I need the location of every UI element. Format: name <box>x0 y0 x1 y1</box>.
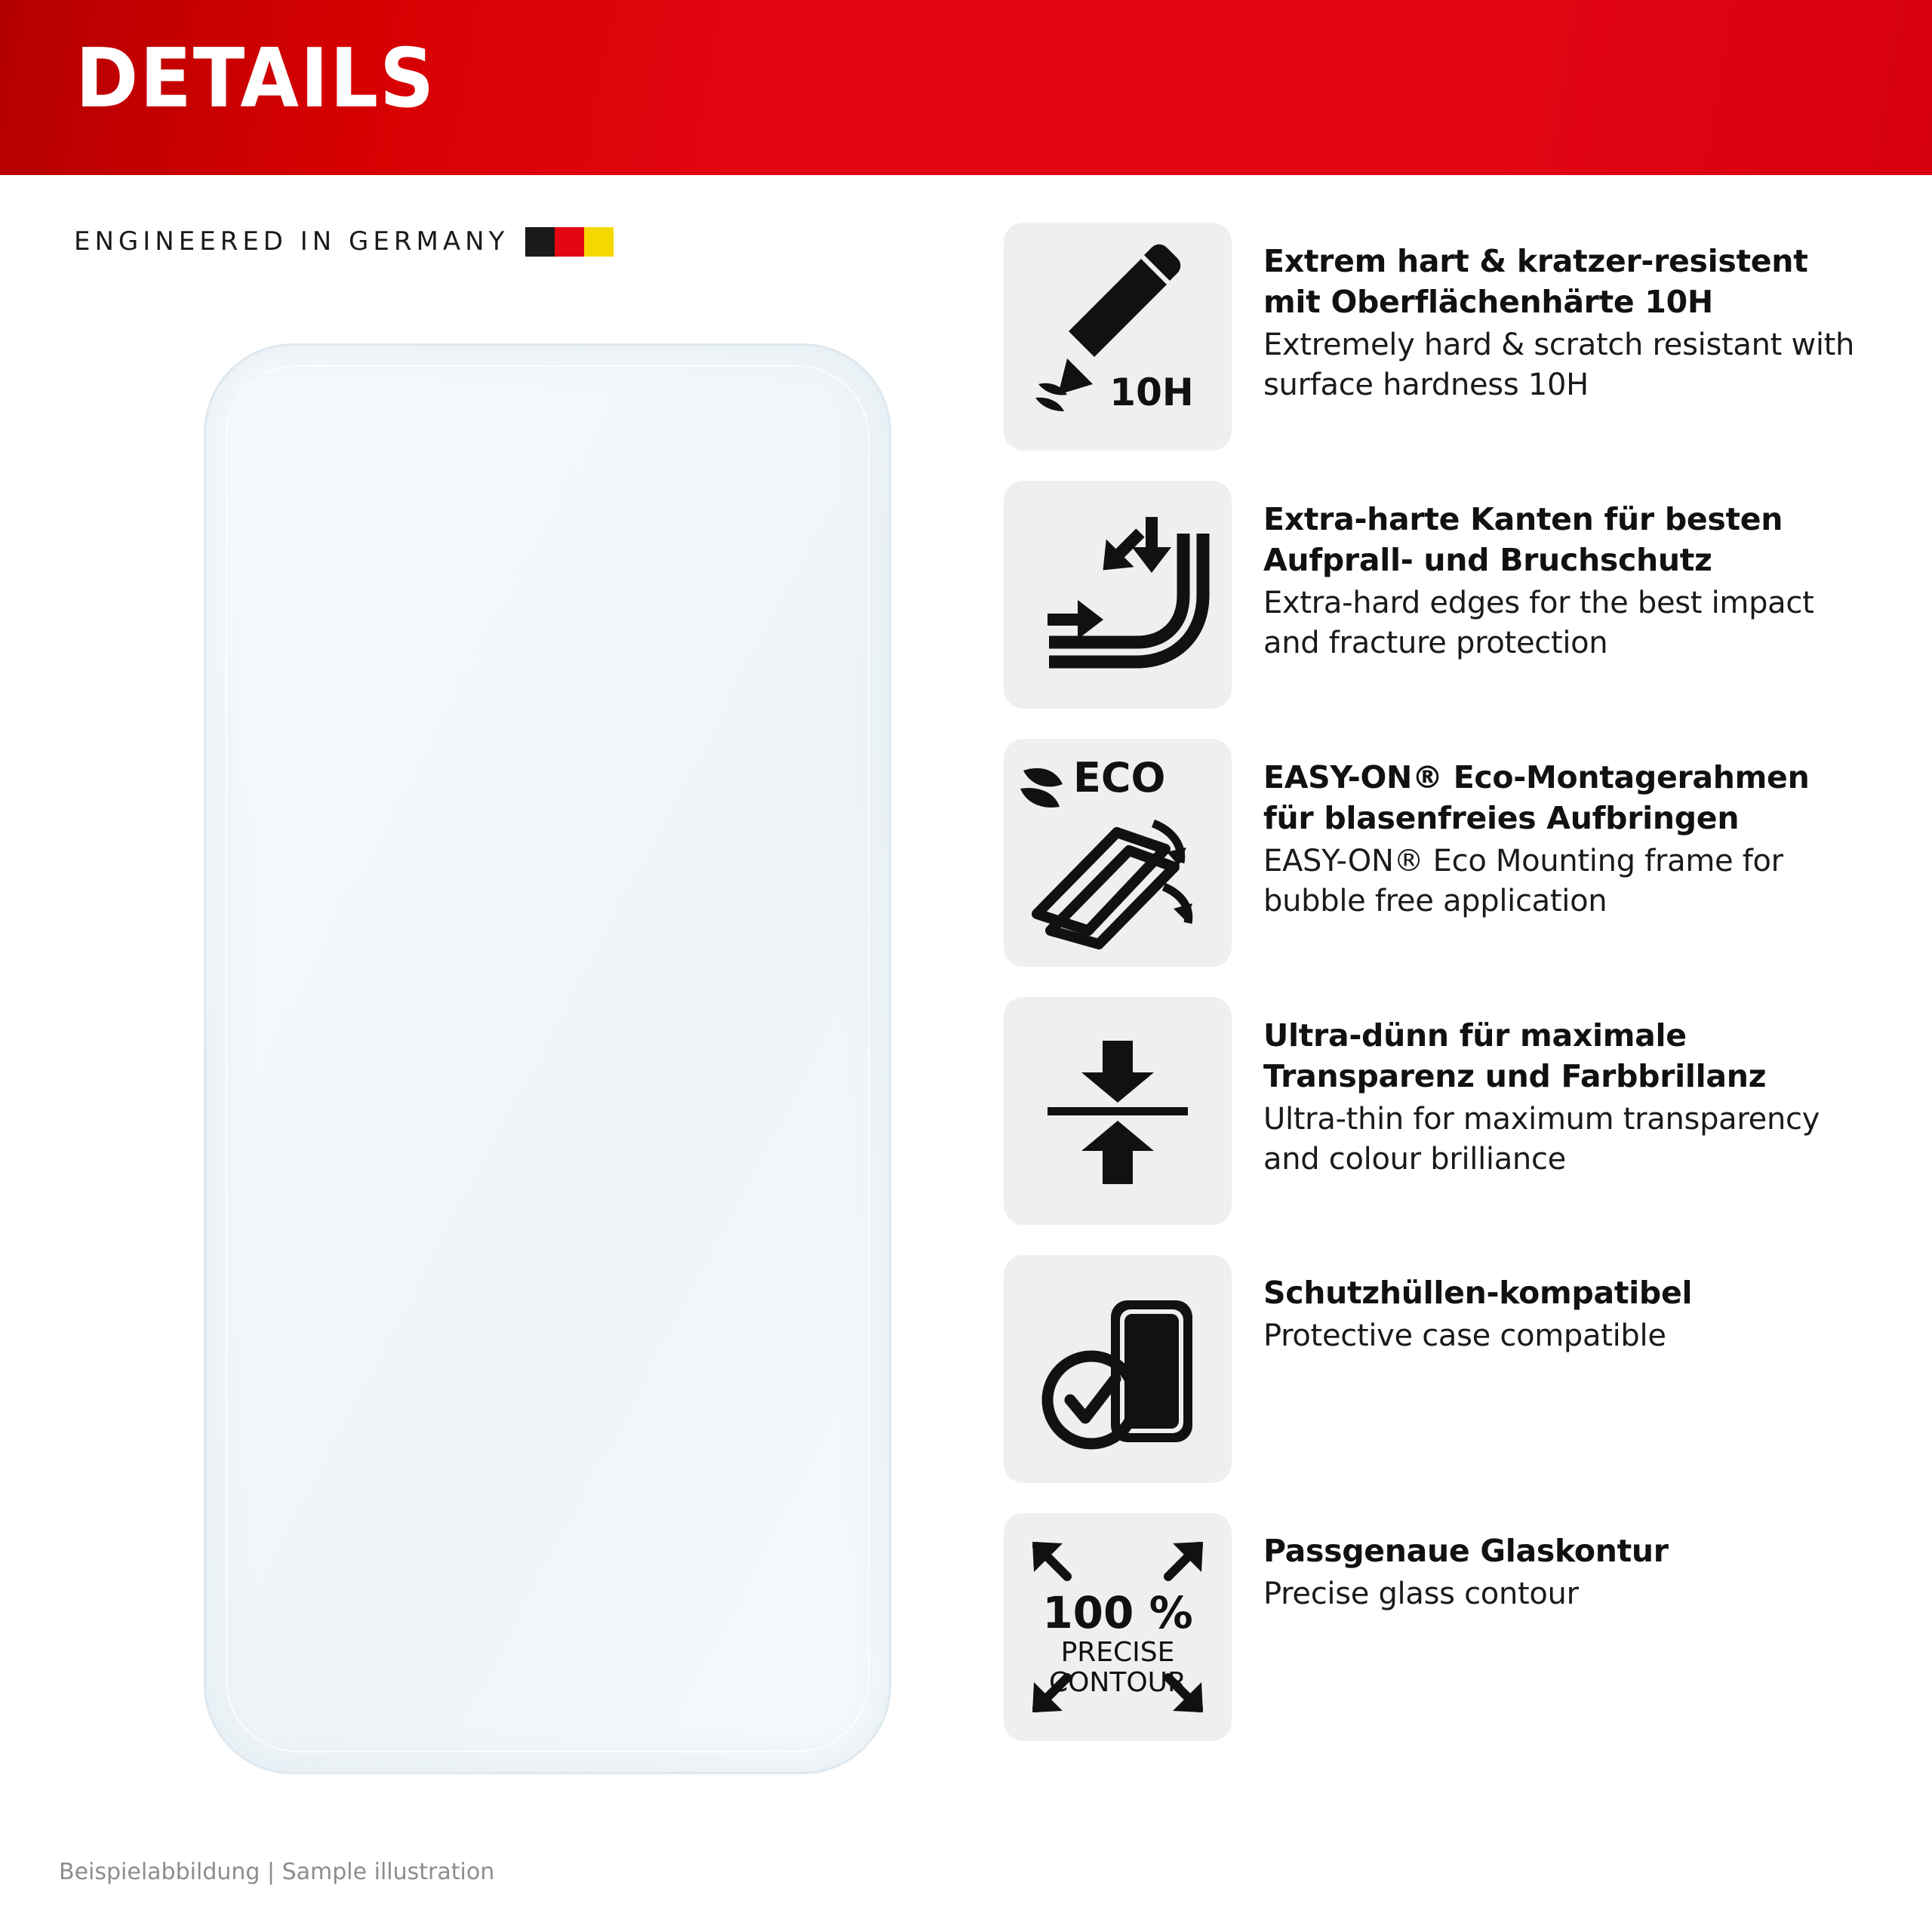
feature-title-de: Extra-harte Kanten für besten Aufprall- und Bruchschutz <box>1263 501 1783 579</box>
feature-text <box>1263 1255 1692 1355</box>
page-title: DETAILS <box>75 32 436 126</box>
feature-item <box>1004 1513 1872 1741</box>
engineered-label: ENGINEERED IN GERMANY <box>74 226 509 257</box>
feature-title-en: Precise glass contour <box>1263 1577 1579 1612</box>
feature-item <box>1004 223 1872 451</box>
feature-title-de: Ultra-dünn für maximale Transparenz und Farbbrillanz <box>1263 1017 1767 1095</box>
knife-hardness-10h-icon <box>1004 223 1232 451</box>
feature-title-en: Extremely hard & scratch resistant with surface hardness 10H <box>1263 328 1855 403</box>
feature-text <box>1263 997 1860 1180</box>
screen-protector-glass-shape <box>204 343 891 1774</box>
feature-text <box>1263 739 1860 921</box>
feature-title-de: Passgenaue Glaskontur <box>1263 1533 1669 1569</box>
engineered-in-germany <box>74 226 614 257</box>
easy-on-eco-mounting-frame-icon <box>1004 739 1232 967</box>
case-compatible-check-icon <box>1004 1255 1232 1483</box>
precise-contour-100-percent-icon <box>1004 1513 1232 1741</box>
icon-text-precise: PRECISE <box>1060 1637 1175 1668</box>
feature-item <box>1004 997 1872 1225</box>
product-illustration <box>136 325 951 1781</box>
feature-title-en: EASY-ON® Eco Mounting frame for bubble free application <box>1263 844 1783 919</box>
feature-item <box>1004 481 1872 709</box>
feature-title-en: Protective case compatible <box>1263 1318 1666 1354</box>
feature-title-de: Extrem hart & kratzer-resistent mit Oberflächenhärte 10H <box>1263 243 1808 321</box>
feature-item <box>1004 1255 1872 1483</box>
german-flag-icon <box>525 227 614 257</box>
icon-text-eco: ECO <box>1073 754 1166 801</box>
sample-illustration-note: Beispielabbildung | Sample illustration <box>59 1859 495 1885</box>
feature-text <box>1263 223 1860 405</box>
page-header <box>0 0 1932 175</box>
feature-title-de: EASY-ON® Eco-Montagerahmen für blasenfreies Aufbringen <box>1263 759 1810 837</box>
feature-text <box>1263 481 1860 663</box>
hard-edges-impact-icon <box>1004 481 1232 709</box>
icon-text-contour: CONTOUR <box>1048 1667 1187 1698</box>
icon-text-10h: 10H <box>1109 371 1194 414</box>
feature-title-en: Extra-hard edges for the best impact and fracture protection <box>1263 586 1814 661</box>
icon-text-100-percent: 100 % <box>1042 1587 1193 1638</box>
feature-item <box>1004 739 1872 967</box>
ultra-thin-arrows-icon <box>1004 997 1232 1225</box>
feature-title-en: Ultra-thin for maximum transparency and colour brilliance <box>1263 1102 1820 1177</box>
feature-title-de: Schutzhüllen-kompatibel <box>1263 1275 1693 1311</box>
feature-text <box>1263 1513 1669 1614</box>
feature-list <box>1004 223 1872 1771</box>
